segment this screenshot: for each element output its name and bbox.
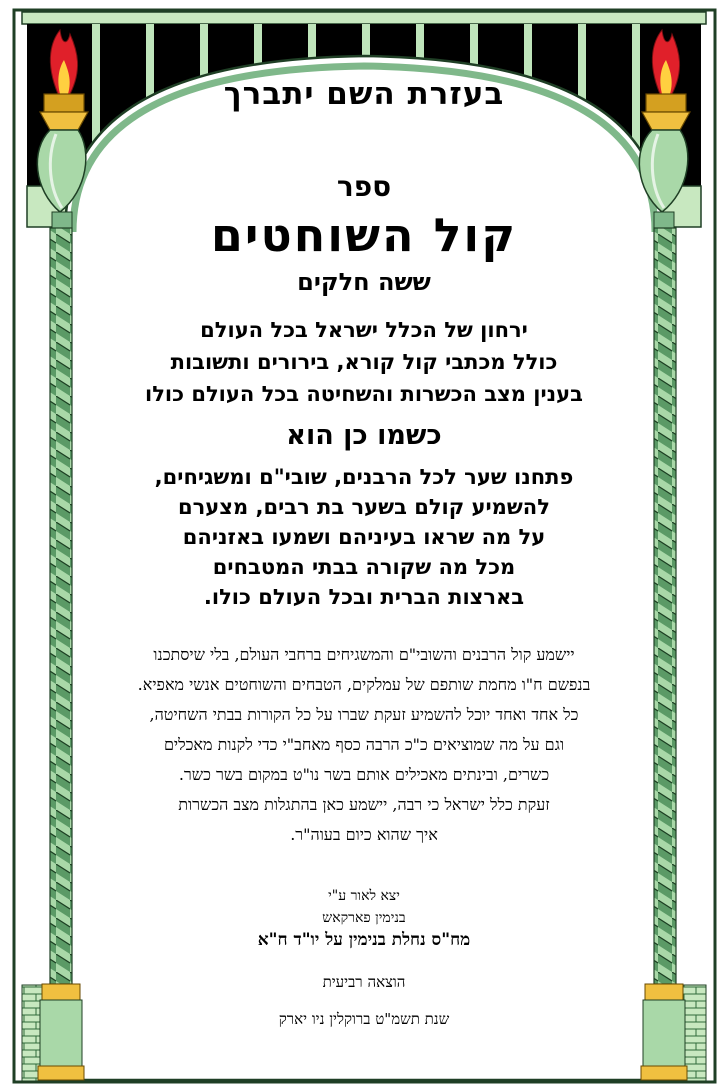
body-line: כשרים, ובינתים מאכילים אותם בשר נו"ט במקום בשר כשר.	[178, 765, 550, 784]
purpose-line: פתחנו שער לכל הרבנים, שובי"ם ומשגיחים,	[154, 465, 574, 489]
body-paragraph	[0, 640, 728, 850]
publisher-credit: מח"ס נחלת בנימין על יו"ד ח"א	[257, 930, 471, 950]
intro-block	[0, 314, 728, 410]
intro-line: כולל מכתבי קול קורא, בירורים ותשובות	[170, 350, 558, 374]
purpose-line: מכל מה שקורה בבתי המטבחים	[212, 555, 516, 579]
body-line: וגם על מה שמוציאים כ"כ הרבה כסף מאחב"י כדי לקנות מאכלים	[163, 735, 565, 754]
place-year: שנת תשמ"ט ברוקלין ניו יארק	[278, 1010, 450, 1028]
intro-line: בענין מצב הכשרות והשחיטה בכל העולם כולו	[145, 382, 583, 406]
purpose-block	[0, 462, 728, 612]
intro-line: ירחון של הכלל ישראל בכל העולם	[200, 318, 528, 342]
purpose-line: על מה שראו בעיניהם ושמעו באזניהם	[182, 525, 546, 549]
parts-subtitle: ששה חלקים	[297, 268, 431, 296]
body-line: איך שהוא כיום בעוה"ר.	[290, 825, 438, 844]
publisher-block	[0, 885, 728, 951]
publisher-line: יצא לאור ע"י	[328, 888, 400, 904]
body-line: זעקת כלל ישראל כי רבה, יישמע כאן בהתגלות מצב הכשרות	[178, 795, 550, 814]
header-blessing: בעזרת השם יתברך	[223, 76, 505, 112]
book-title: קול השוחטים	[210, 208, 518, 262]
purpose-line: בארצות הברית ובכל העולם כולו.	[203, 585, 525, 609]
sefer-label: ספר	[336, 170, 392, 203]
kishmo-heading: כשמו כן הוא	[286, 420, 442, 451]
body-line: בנפשם ח"ו מחמת שותפם של עמלקים, הטבחים והשוחטים אנשי מאפיא.	[137, 675, 591, 694]
body-line: יישמע קול הרבנים והשובי"ם והמשגיחים ברחבי העולם, בלי שיסתכנו	[153, 645, 575, 664]
purpose-line: להשמיע קולם בשער בת רבים, מצערם	[178, 495, 550, 519]
publisher-name: בנימין פארקאש	[322, 910, 406, 926]
edition-label: הוצאה רביעית	[322, 973, 406, 991]
body-line: כל אחד ואחד יוכל להשמיע זעקת שברו על כל הקורות בבתי השחיטה,	[149, 705, 579, 724]
